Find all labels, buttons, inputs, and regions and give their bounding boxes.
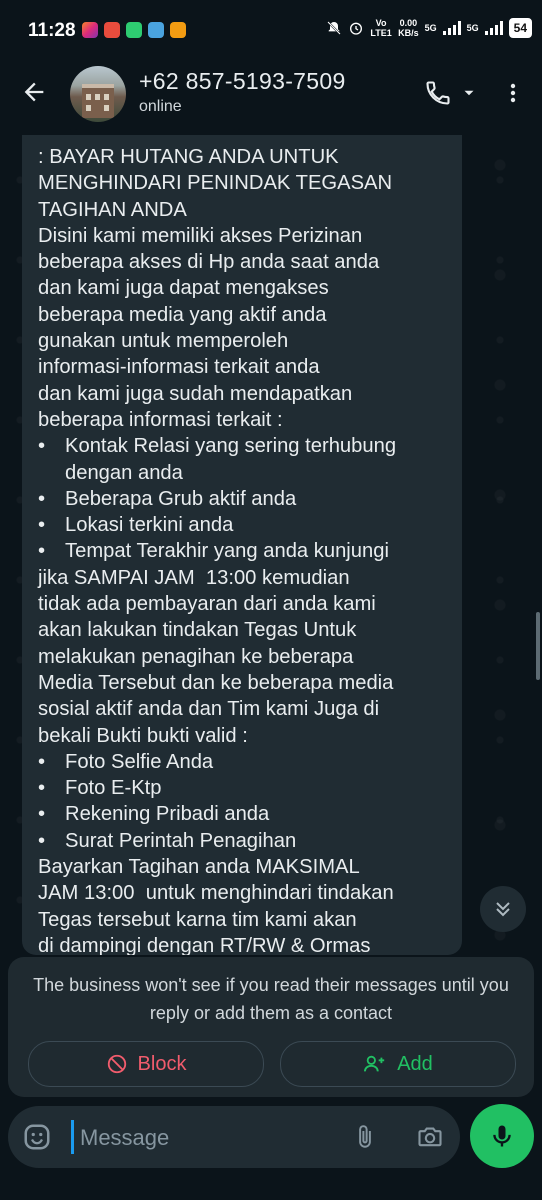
message-composer — [8, 1106, 460, 1168]
add-label: Add — [397, 1052, 433, 1075]
bullet-dot: • — [38, 435, 46, 458]
text-caret — [71, 1120, 74, 1154]
battery-icon: 54 — [509, 18, 532, 38]
message-line: Disini kami memiliki akses Perizinan — [38, 224, 363, 247]
bullet-item — [38, 433, 458, 459]
network-speed — [398, 18, 419, 38]
bullet-dot: • — [38, 803, 46, 826]
call-button[interactable] — [424, 76, 480, 110]
message-line: Tegas tersebut karna tim kami akan — [38, 908, 357, 931]
message-line: informasi-informasi terkait anda — [38, 356, 320, 379]
message-line: Bayarkan Tagihan anda MAKSIMAL — [38, 856, 360, 879]
add-person-icon — [363, 1053, 387, 1075]
instagram-notification-icon — [82, 22, 98, 38]
camera-icon — [416, 1123, 444, 1151]
message-line: akan lakukan tindakan Tegas Untuk — [38, 619, 357, 642]
message-line: MENGHINDARI PENINDAK TEGASAN — [38, 172, 393, 195]
app-notification-icon — [126, 22, 142, 38]
block-button[interactable] — [28, 1041, 264, 1087]
avatar-window — [95, 94, 100, 100]
message-line: beberapa informasi terkait : — [38, 408, 283, 431]
message-line: beberapa media yang aktif anda — [38, 303, 327, 326]
message-bubble[interactable] — [22, 135, 462, 955]
sim1-label: 5G — [424, 23, 437, 33]
network-label: Vo LTE1 — [370, 18, 392, 38]
voice-message-button[interactable] — [470, 1104, 534, 1168]
emoji-button[interactable] — [22, 1122, 52, 1152]
bullet-text: Surat Perintah Penagihan — [65, 829, 297, 852]
bullet-text: Lokasi terkini anda — [65, 514, 234, 537]
scrollbar[interactable] — [536, 612, 540, 680]
bullet-dot: • — [38, 487, 46, 510]
mute-icon — [326, 20, 342, 36]
bullet-item — [38, 775, 458, 801]
signal-icon — [443, 21, 461, 35]
navigation-bar — [0, 1186, 542, 1200]
alarm-icon — [348, 20, 364, 36]
block-icon — [106, 1053, 128, 1075]
more-options-button[interactable] — [498, 76, 528, 110]
message-line: tidak ada pembayaran dari anda kami — [38, 593, 376, 616]
bullet-item — [38, 828, 458, 854]
app-notification-icon — [148, 22, 164, 38]
message-line: Media Tersebut dan ke beberapa media — [38, 671, 394, 694]
speed-value: 0.00 — [399, 18, 418, 28]
dropdown-icon — [460, 84, 478, 102]
contact-name[interactable]: +62 857-5193-7509 — [139, 68, 346, 94]
message-line: di dampingi dengan RT/RW & Ormas — [38, 934, 371, 955]
attach-icon — [352, 1124, 378, 1150]
message-line: : BAYAR HUTANG ANDA UNTUK — [38, 146, 339, 168]
message-line: beberapa akses di Hp anda saat anda — [38, 251, 380, 274]
bullet-dot: • — [38, 829, 46, 852]
bullet-text: Kontak Relasi yang sering terhubung — [65, 435, 397, 458]
sim2-label: 5G — [466, 23, 479, 33]
bullet-item — [38, 538, 458, 564]
emoji-icon — [22, 1122, 52, 1152]
message-line: JAM 13:00 untuk menghindari tindakan — [38, 882, 394, 905]
bullet-text: Beberapa Grub aktif anda — [65, 487, 297, 510]
business-notice — [8, 957, 534, 1097]
bullet-text: Foto Selfie Anda — [65, 750, 214, 773]
back-button[interactable] — [18, 76, 50, 108]
app-notification-icon — [170, 22, 186, 38]
avatar-window — [86, 105, 91, 111]
status-indicators — [326, 18, 532, 38]
message-line: dan kami juga sudah mendapatkan — [38, 382, 353, 405]
bullet-text: Foto E-Ktp — [65, 777, 162, 800]
bullet-text: Rekening Pribadi anda — [65, 803, 270, 826]
avatar-window — [86, 94, 91, 100]
contact-status: online — [139, 98, 182, 115]
message-line: gunakan untuk memperoleh — [38, 330, 289, 353]
attach-button[interactable] — [348, 1120, 382, 1154]
bullet-dot: • — [38, 777, 46, 800]
bullet-dot: • — [38, 514, 46, 537]
notice-text: The business won't see if you read their messages until you reply or add them as a contact — [33, 975, 509, 1023]
block-label: Block — [137, 1052, 187, 1075]
status-time: 11:28 — [28, 20, 76, 41]
bullet-dot: • — [38, 750, 46, 773]
message-line: dan kami juga dapat mengakses — [38, 277, 329, 300]
phone-icon — [424, 79, 452, 107]
message-line: melakukan penagihan ke beberapa — [38, 645, 354, 668]
notification-icons — [82, 22, 186, 38]
signal-icon — [485, 21, 503, 35]
chat-header — [0, 62, 542, 124]
bullet-dot: • — [38, 540, 46, 563]
status-bar — [0, 0, 542, 62]
avatar-window — [104, 105, 109, 111]
more-vert-icon — [501, 81, 525, 105]
app-notification-icon — [104, 22, 120, 38]
speed-unit: KB/s — [398, 28, 419, 38]
avatar-building — [82, 84, 114, 118]
bullet-item — [38, 512, 458, 538]
add-contact-button[interactable] — [280, 1041, 516, 1087]
message-line: jika SAMPAI JAM 13:00 kemudian — [38, 566, 350, 589]
bullet-continuation: dengan anda — [65, 461, 183, 484]
message-line: sosial aktif anda dan Tim kami Juga di — [38, 698, 380, 721]
message-input[interactable] — [78, 1118, 332, 1158]
message-line: TAGIHAN ANDA — [38, 198, 187, 221]
bullet-text: Tempat Terakhir yang anda kunjungi — [65, 540, 389, 563]
bullet-item — [38, 749, 458, 775]
camera-button[interactable] — [412, 1120, 448, 1154]
double-chevron-down-icon — [491, 897, 515, 921]
avatar-window — [104, 94, 109, 100]
bullet-item — [38, 486, 458, 512]
message-line: bekali Bukti bukti valid : — [38, 724, 248, 747]
scroll-to-bottom-button[interactable] — [480, 886, 526, 932]
bullet-item — [38, 801, 458, 827]
message-text — [38, 144, 458, 955]
mic-icon — [488, 1122, 516, 1150]
avatar[interactable] — [70, 66, 126, 122]
back-arrow-icon — [20, 78, 48, 106]
